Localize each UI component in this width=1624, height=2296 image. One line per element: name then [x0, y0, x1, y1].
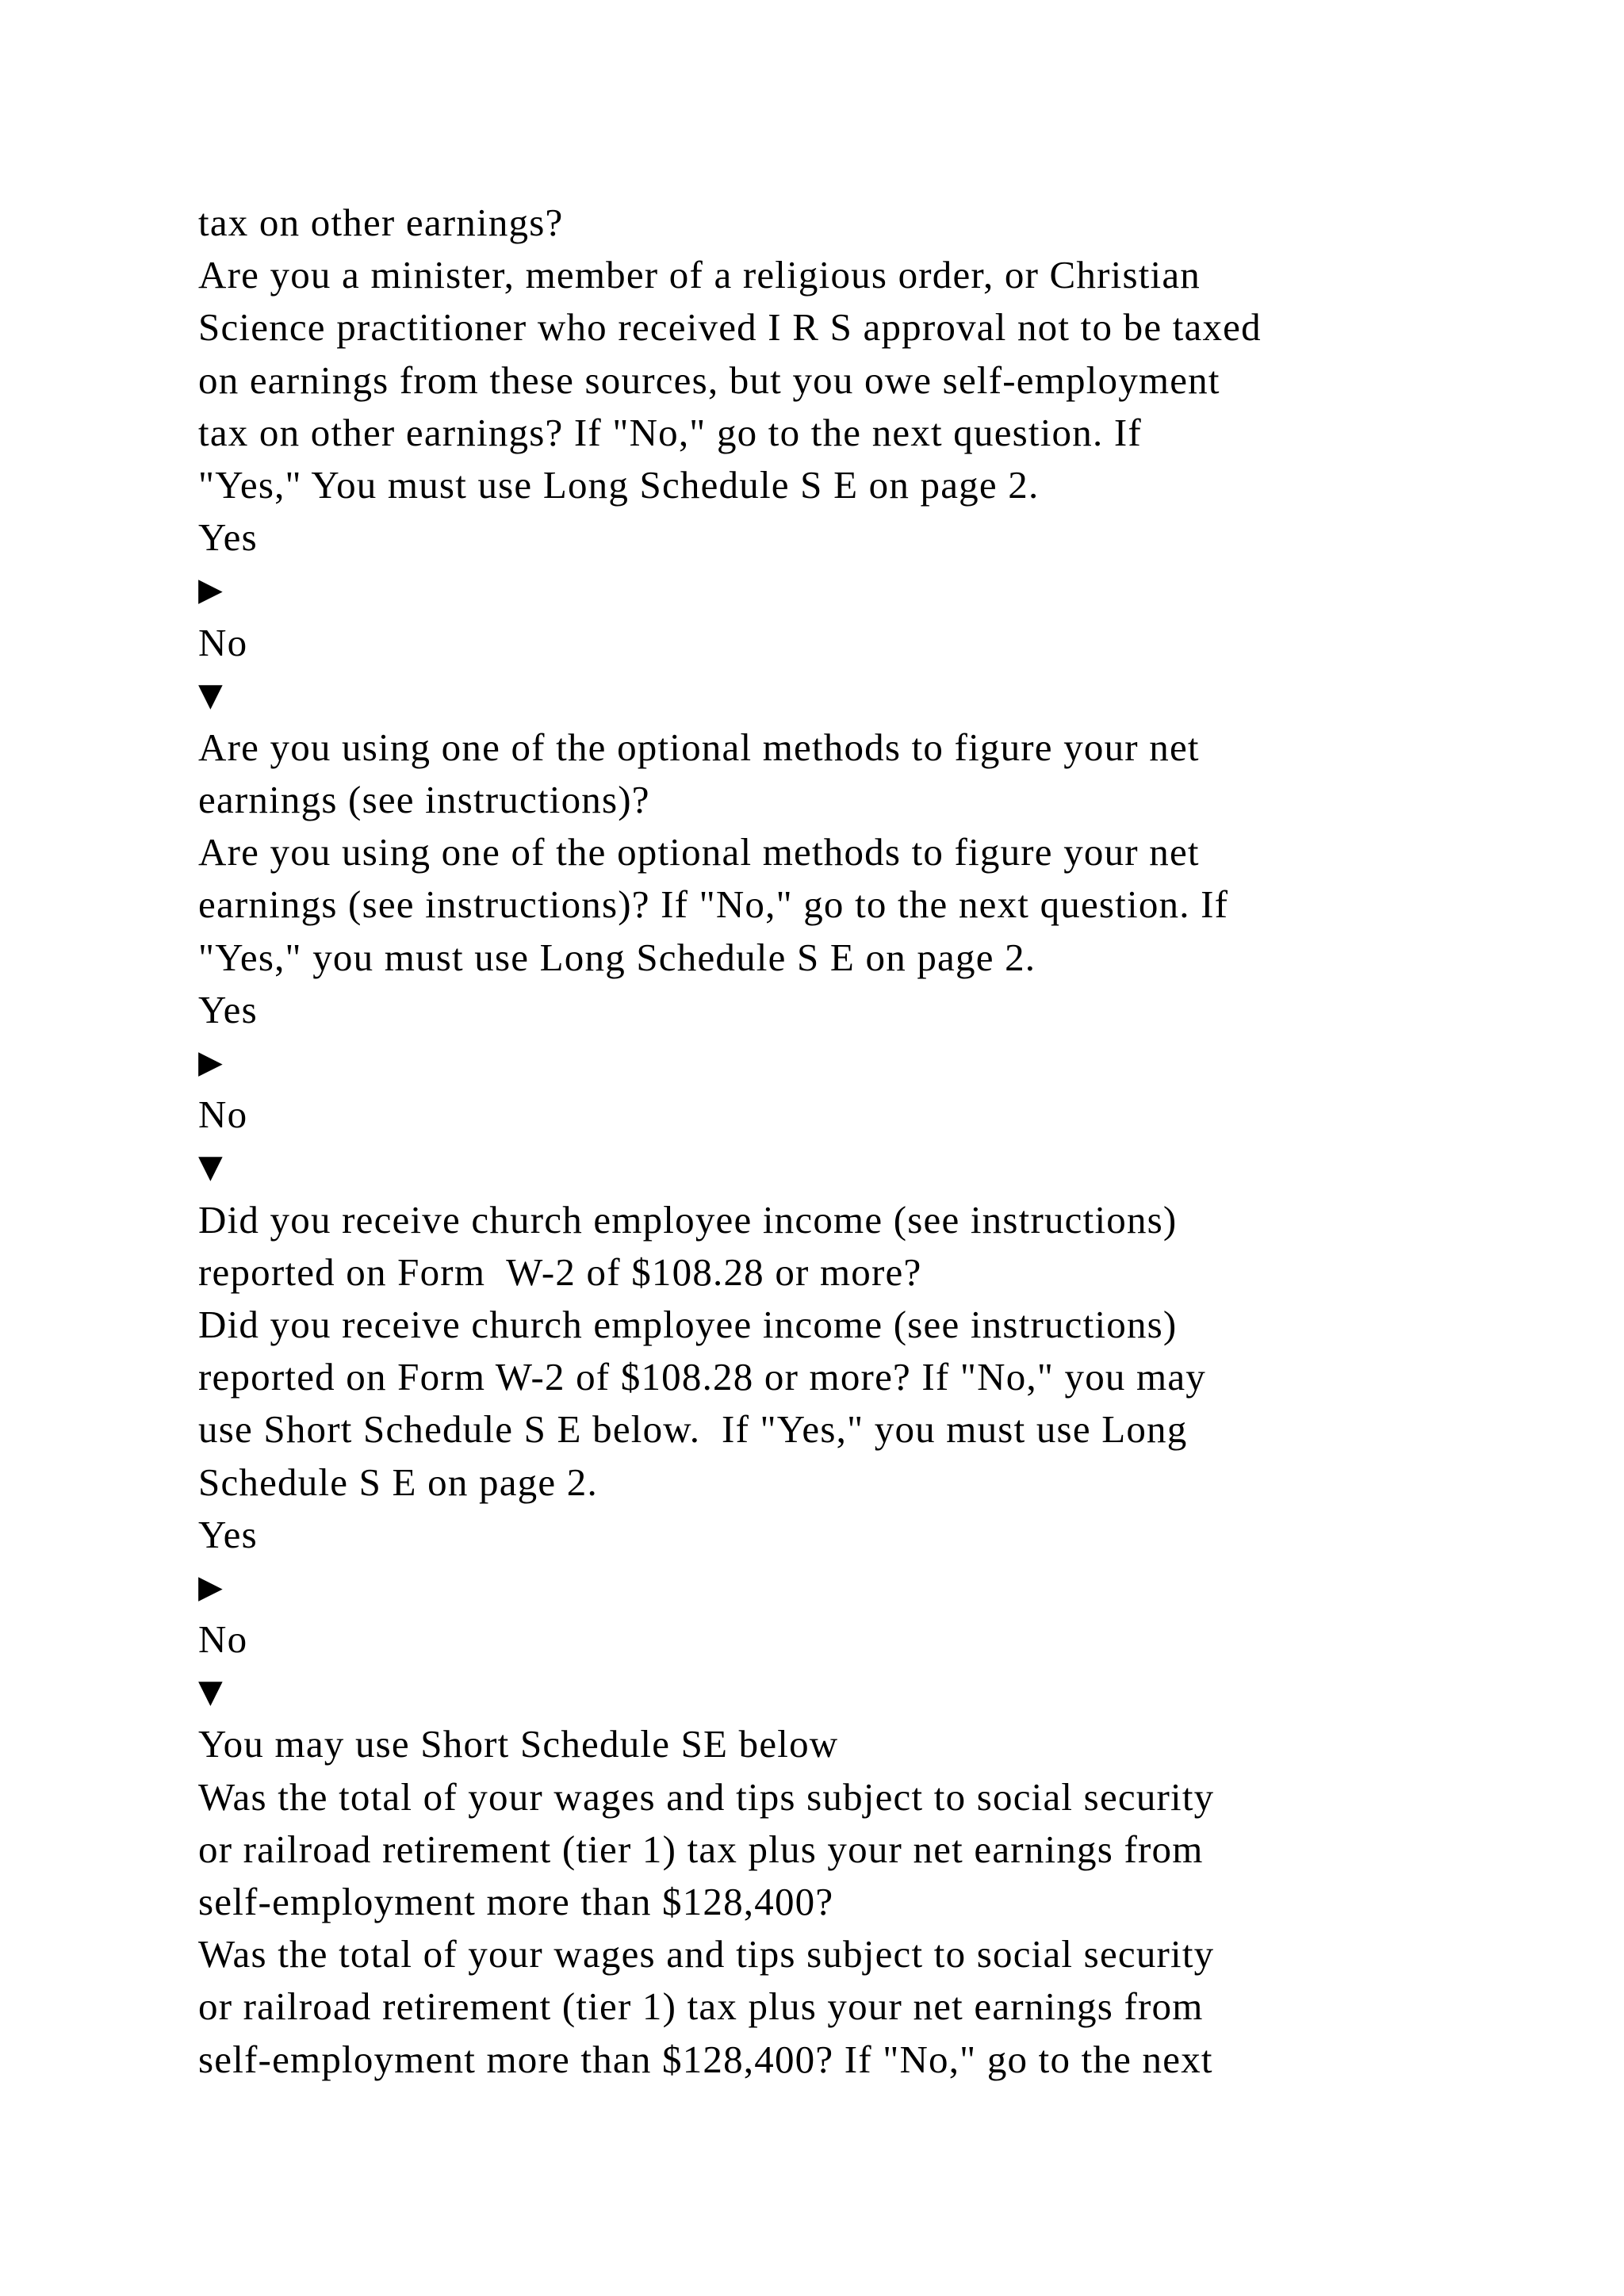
answer-no-label: No	[198, 620, 248, 664]
arrow-right-icon: ▶	[198, 1568, 223, 1605]
arrow-right-icon: ▶	[198, 572, 223, 609]
text-line: Are you using one of the optional methods to figure your net	[198, 725, 1200, 769]
arrow-down-icon: ▼	[198, 676, 223, 714]
text-line: Did you receive church employee income (see instructions)	[198, 1197, 1178, 1242]
text-line: tax on other earnings?	[198, 201, 564, 244]
text-line: "Yes," You must use Long Schedule S E on page 2.	[198, 462, 1040, 507]
answer-no-label: No	[198, 1093, 248, 1137]
text-line: or railroad retirement (tier 1) tax plus your net earnings from	[198, 1984, 1204, 2029]
text-line: You may use Short Schedule SE below	[198, 1722, 839, 1766]
text-line: Did you receive church employee income (see instructions)	[198, 1302, 1178, 1346]
text-line: reported on Form W-2 of $108.28 or more?	[198, 1249, 922, 1294]
text-line: on earnings from these sources, but you owe self-employment	[198, 358, 1220, 402]
text-line: Schedule S E on page 2.	[198, 1460, 598, 1504]
arrow-down-icon: ▼	[198, 1674, 223, 1711]
text-line: Was the total of your wages and tips subject to social security	[198, 1774, 1215, 1819]
text-line: Are you using one of the optional methods to figure your net	[198, 830, 1200, 874]
text-line: Science practitioner who received I R S approval not to be taxed	[198, 305, 1262, 350]
arrow-down-icon: ▼	[198, 1149, 223, 1186]
text-line: earnings (see instructions)?	[198, 778, 650, 822]
text-line: self-employment more than $128,400? If "No," go to the next	[198, 2037, 1213, 2081]
answer-yes-label: Yes	[198, 987, 258, 1031]
text-line: Was the total of your wages and tips subject to social security	[198, 1932, 1215, 1976]
text-line: tax on other earnings? If "No," go to the next question. If	[198, 410, 1142, 454]
text-line: or railroad retirement (tier 1) tax plus your net earnings from	[198, 1827, 1204, 1871]
arrow-right-icon: ▶	[198, 1044, 223, 1081]
text-line: self-employment more than $128,400?	[198, 1880, 834, 1923]
answer-yes-label: Yes	[198, 515, 258, 560]
text-line: use Short Schedule S E below. If "Yes," you must use Long	[198, 1407, 1188, 1452]
text-line: Are you a minister, member of a religious order, or Christian	[198, 253, 1201, 297]
text-line: earnings (see instructions)? If "No," go to the next question. If	[198, 882, 1229, 927]
document-text	[198, 197, 1530, 2086]
text-line: "Yes," you must use Long Schedule S E on page 2.	[198, 935, 1036, 979]
text-line: reported on Form W-2 of $108.28 or more? If "No," you may	[198, 1355, 1207, 1399]
answer-yes-label: Yes	[198, 1512, 258, 1556]
answer-no-label: No	[198, 1617, 248, 1662]
